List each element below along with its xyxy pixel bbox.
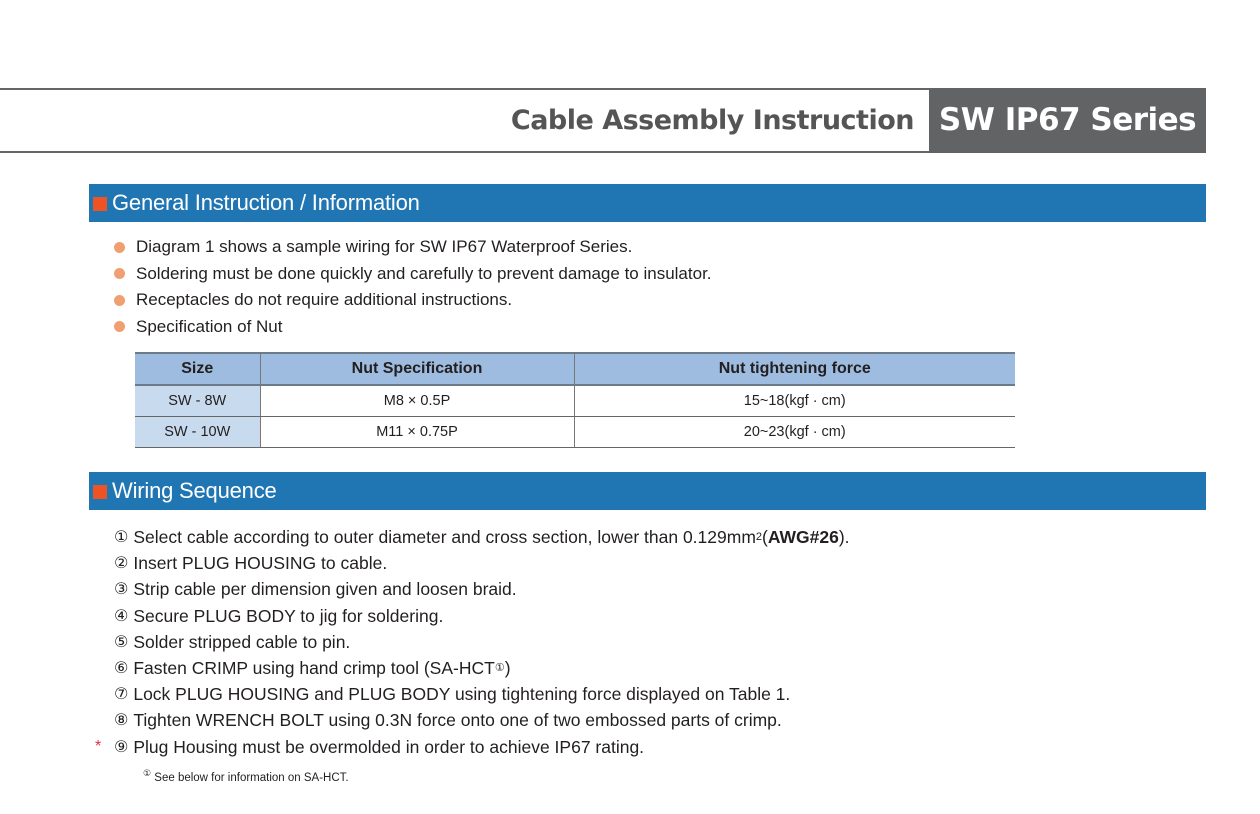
step-text: Fasten CRIMP using hand crimp tool (SA-HCT [133, 658, 495, 679]
column-header-tightening-force: Nut tightening force [574, 353, 1015, 385]
cell-size: SW - 8W [135, 385, 260, 416]
wiring-step [114, 550, 850, 576]
table-row [135, 385, 1015, 416]
step-number: ⑥ [114, 658, 129, 678]
column-header-nut-spec: Nut Specification [260, 353, 574, 385]
step-number: ⑤ [114, 631, 129, 651]
cell-size: SW - 10W [135, 416, 260, 447]
wiring-step [114, 603, 850, 629]
step-text: Plug Housing must be overmolded in order to achieve IP67 rating. [133, 736, 645, 757]
list-item-text: Receptacles do not require additional instructions. [136, 290, 513, 310]
wiring-step [95, 734, 850, 760]
step-text: Strip cable per dimension given and loosen braid. [133, 579, 517, 600]
step-text: Tighten WRENCH BOLT using 0.3N force onto one of two embossed parts of crimp. [133, 710, 782, 731]
table-row [135, 416, 1015, 447]
list-item [114, 314, 712, 341]
bullet-dot-icon [114, 321, 125, 332]
cell-nut-spec: M11 × 0.75P [260, 416, 574, 447]
list-item [114, 287, 712, 314]
wiring-step [114, 681, 850, 707]
section-title: Wiring Sequence [112, 478, 277, 503]
section-marker-icon [93, 197, 107, 211]
step-text-tail: ( [762, 527, 768, 548]
step-number: ③ [114, 579, 129, 599]
cell-nut-spec: M8 × 0.5P [260, 385, 574, 416]
section-title: General Instruction / Information [112, 190, 420, 215]
wiring-step [114, 707, 850, 733]
document-title: Cable Assembly Instruction [510, 105, 914, 136]
footnote-mark: ① [143, 769, 152, 779]
step-text: Solder stripped cable to pin. [133, 631, 351, 652]
nut-spec-table [135, 352, 1015, 448]
wiring-step: ① Select cable according to outer diameter and cross section, lower than 0.129mm 2 ( AWG#26 ). [114, 527, 850, 548]
wiring-step: ⑥ Fasten CRIMP using hand crimp tool (SA-HCT ① ) [114, 658, 511, 679]
step-text: Secure PLUG BODY to jig for soldering. [133, 605, 444, 626]
section-header-general [89, 184, 1206, 222]
general-info-list [114, 234, 712, 340]
step-number: ⑨ [114, 736, 129, 756]
step-number: ② [114, 553, 129, 573]
bullet-dot-icon [114, 242, 125, 253]
series-badge: SW IP67 Series [929, 88, 1206, 153]
list-item [114, 261, 712, 288]
column-header-size: Size [135, 353, 260, 385]
section-header-wiring [89, 472, 1206, 510]
cell-tightening-force: 20~23(kgf · cm) [574, 416, 1015, 447]
step-text-tail: ). [838, 527, 850, 548]
list-item-text: Diagram 1 shows a sample wiring for SW IP67 Waterproof Series. [136, 237, 633, 257]
section-marker-icon [93, 485, 107, 499]
step-text-bold: AWG#26 [767, 527, 839, 548]
title-band [0, 88, 1206, 153]
step-text: Select cable according to outer diameter and cross section, lower than 0.129mm [133, 527, 756, 548]
bullet-dot-icon [114, 295, 125, 306]
footnote-text: See below for information on SA-HCT. [154, 771, 349, 784]
list-item [114, 234, 712, 261]
step-text: Lock PLUG HOUSING and PLUG BODY using tightening force displayed on Table 1. [133, 684, 791, 705]
wiring-steps-list [95, 524, 850, 760]
step-number: ① [114, 527, 129, 547]
step-text: Insert PLUG HOUSING to cable. [133, 553, 388, 574]
step-number: ④ [114, 605, 129, 625]
step-number: ⑦ [114, 684, 129, 704]
wiring-step [114, 576, 850, 602]
list-item-text: Soldering must be done quickly and carefully to prevent damage to insulator. [136, 263, 712, 283]
cell-tightening-force: 15~18(kgf · cm) [574, 385, 1015, 416]
wiring-step [114, 629, 850, 655]
step-text-tail: ) [504, 658, 511, 679]
asterisk-icon: * [95, 737, 102, 755]
table-header-row [135, 353, 1015, 385]
list-item-text: Specification of Nut [136, 316, 283, 336]
step-number: ⑧ [114, 710, 129, 730]
bullet-dot-icon [114, 268, 125, 279]
footnote [143, 769, 349, 784]
